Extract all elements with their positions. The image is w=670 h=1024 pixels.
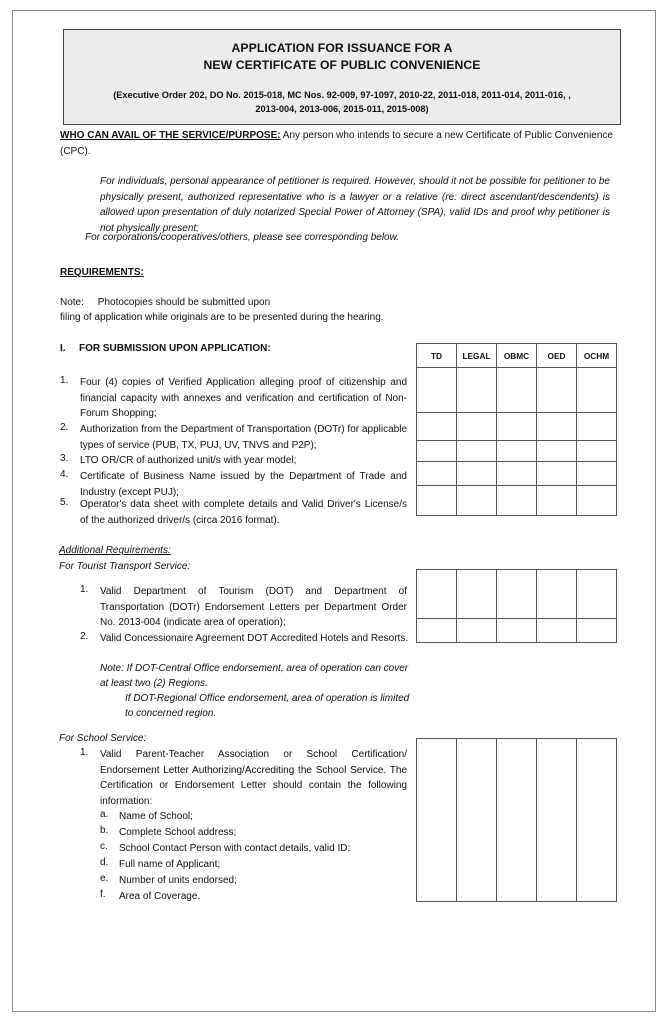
column-header-obmc: OBMC — [497, 344, 537, 368]
section-heading: FOR SUBMISSION UPON APPLICATION: — [79, 343, 271, 354]
column-header-td: TD — [417, 344, 457, 368]
item-number: 3. — [60, 453, 69, 464]
tourist-note-line-3: If DOT-Regional Office endorsement, area of operation is limited — [125, 693, 410, 704]
checkbox-cell[interactable] — [577, 739, 617, 902]
checklist-row — [417, 619, 617, 643]
title-line-1: APPLICATION FOR ISSUANCE FOR A — [231, 41, 453, 55]
checkbox-cell[interactable] — [417, 570, 457, 619]
tourist-note-line-1: Note: If DOT-Central Office endorsement, area of operation can cover — [100, 663, 409, 674]
checkbox-cell[interactable] — [417, 619, 457, 643]
checkbox-cell[interactable] — [457, 413, 497, 441]
checklist-table-tourist — [416, 569, 617, 643]
school-sub-item: Name of School; — [119, 811, 193, 822]
sub-item-letter: a. — [100, 809, 109, 820]
checkbox-cell[interactable] — [537, 441, 577, 462]
checkbox-cell[interactable] — [577, 368, 617, 413]
who-can-avail — [60, 128, 620, 159]
requirement-item: Authorization from the Department of Transportation (DOTr) for applicable types of service (PUB, TX, PUJ, UV, TNVS and P2P); — [80, 424, 407, 451]
school-service-heading: For School Service: — [59, 733, 147, 744]
school-sub-item: Number of units endorsed; — [119, 875, 237, 886]
item-number: 1. — [60, 375, 69, 386]
checkbox-cell[interactable] — [497, 570, 537, 619]
requirements-note-1: Note: Photocopies should be submitted upon — [60, 297, 271, 308]
item-number: 2. — [80, 631, 89, 642]
individuals-note: For individuals, personal appearance of petitioner is required. However, should it not be possible for petitioner to be physically present, authorized representative who is a lawyer or a relative (re: direct ascendant/descendents) is allowed upon presentation of duly notarized Special Power of Attorney (SPA), valid IDs and proof why petitioner is not physically present; — [100, 176, 610, 234]
checkbox-cell[interactable] — [577, 413, 617, 441]
checkbox-cell[interactable] — [457, 441, 497, 462]
requirement-item: Certificate of Business Name issued by the Department of Trade and Industry (except PUJ); — [80, 471, 407, 498]
checklist-row — [417, 570, 617, 619]
checkbox-cell[interactable] — [537, 619, 577, 643]
checklist-row — [417, 486, 617, 516]
requirement-item: Four (4) copies of Verified Application alleging proof of citizenship and financial capacity with annexes and verification and certification of Non-Forum Shopping; — [80, 377, 407, 420]
item-number: 1. — [80, 747, 89, 758]
additional-requirements-heading: Additional Requirements: — [59, 545, 171, 556]
checkbox-cell[interactable] — [417, 462, 457, 486]
item-number: 2. — [60, 422, 69, 433]
title-box — [63, 29, 621, 125]
checkbox-cell[interactable] — [417, 739, 457, 902]
checklist-row — [417, 413, 617, 441]
reference-line-2: 2013-004, 2013-006, 2015-011, 2015-008) — [255, 104, 429, 114]
item-number: 4. — [60, 469, 69, 480]
document-page — [12, 10, 656, 1012]
school-sub-item: Full name of Applicant; — [119, 859, 221, 870]
checkbox-cell[interactable] — [497, 486, 537, 516]
item-number: 5. — [60, 497, 69, 508]
item-number: 1. — [80, 584, 89, 595]
school-sub-item: Complete School address; — [119, 827, 237, 838]
checkbox-cell[interactable] — [497, 619, 537, 643]
column-header-legal: LEGAL — [457, 344, 497, 368]
who-can-avail-text: Any person who intends to secure a new Certificate of Public Convenience — [280, 130, 613, 141]
checkbox-cell[interactable] — [457, 739, 497, 902]
checkbox-cell[interactable] — [537, 739, 577, 902]
checkbox-cell[interactable] — [497, 441, 537, 462]
checklist-row — [417, 739, 617, 902]
checkbox-cell[interactable] — [497, 462, 537, 486]
checkbox-cell[interactable] — [417, 486, 457, 516]
tourist-requirement-item: Valid Concessionaire Agreement DOT Accredited Hotels and Resorts. — [100, 633, 409, 644]
requirement-item: Operator's data sheet with complete details and Valid Driver's License/s of the authorized driver/s (circa 2016 format). — [80, 499, 407, 526]
checkbox-cell[interactable] — [497, 413, 537, 441]
checkbox-cell[interactable] — [577, 486, 617, 516]
who-can-avail-text-cont: (CPC). — [60, 145, 91, 157]
who-can-avail-label: WHO CAN AVAIL OF THE SERVICE/PURPOSE: — [60, 130, 281, 141]
sub-item-letter: d. — [100, 857, 109, 868]
checkbox-cell[interactable] — [417, 368, 457, 413]
school-requirement-item: Valid Parent-Teacher Association or School Certification/ Endorsement Letter Authorizing/Accrediting the School Service. The Certification or Endorsement Letter should contain the following information: — [100, 749, 407, 807]
school-sub-item: Area of Coverage. — [119, 891, 201, 902]
tourist-note-line-4: to concerned region. — [125, 708, 217, 719]
column-header-ochm: OCHM — [577, 344, 617, 368]
tourist-note-line-2: at least two (2) Regions. — [100, 678, 208, 689]
sub-item-letter: f. — [100, 889, 106, 900]
checkbox-cell[interactable] — [417, 413, 457, 441]
reference-line-1: (Executive Order 202, DO No. 2015-018, MC Nos. 92-009, 97-1097, 2010-22, 2011-018, 2011-014, 2011-016, , — [113, 90, 571, 100]
tourist-transport-heading: For Tourist Transport Service: — [59, 561, 191, 572]
checkbox-cell[interactable] — [457, 570, 497, 619]
requirement-item: LTO OR/CR of authorized unit/s with year model; — [80, 455, 297, 466]
checkbox-cell[interactable] — [457, 486, 497, 516]
sub-item-letter: e. — [100, 873, 109, 884]
checkbox-cell[interactable] — [577, 570, 617, 619]
checkbox-cell[interactable] — [537, 570, 577, 619]
requirements-heading: REQUIREMENTS: — [60, 267, 144, 278]
school-sub-item: School Contact Person with contact details, valid ID; — [119, 843, 351, 854]
sub-item-letter: b. — [100, 825, 109, 836]
section-number: I. — [60, 343, 66, 354]
checklist-row — [417, 368, 617, 413]
checkbox-cell[interactable] — [577, 441, 617, 462]
checklist-table-main — [416, 343, 617, 516]
checkbox-cell[interactable] — [537, 486, 577, 516]
checkbox-cell[interactable] — [457, 462, 497, 486]
checklist-table-school — [416, 738, 617, 902]
checkbox-cell[interactable] — [457, 368, 497, 413]
checkbox-cell[interactable] — [417, 441, 457, 462]
checkbox-cell[interactable] — [577, 619, 617, 643]
checklist-row — [417, 462, 617, 486]
title-line-2: NEW CERTIFICATE OF PUBLIC CONVENIENCE — [203, 58, 481, 72]
checkbox-cell[interactable] — [497, 739, 537, 902]
checkbox-cell[interactable] — [457, 619, 497, 643]
checkbox-cell[interactable] — [577, 462, 617, 486]
checkbox-cell[interactable] — [537, 368, 577, 413]
checkbox-cell[interactable] — [497, 368, 537, 413]
checkbox-cell[interactable] — [537, 413, 577, 441]
tourist-requirement-item: Valid Department of Tourism (DOT) and Department of Transportation (DOTr) Endorsement Letters per Department Order No. 2013-004 (indicate area of operation); — [100, 586, 407, 629]
checkbox-cell[interactable] — [537, 462, 577, 486]
checklist-row — [417, 441, 617, 462]
corporations-note: For corporations/cooperatives/others, please see corresponding below. — [85, 232, 400, 243]
requirements-note-2: filing of application while originals are to be presented during the hearing. — [60, 312, 384, 323]
column-header-oed: OED — [537, 344, 577, 368]
sub-item-letter: c. — [100, 841, 108, 852]
